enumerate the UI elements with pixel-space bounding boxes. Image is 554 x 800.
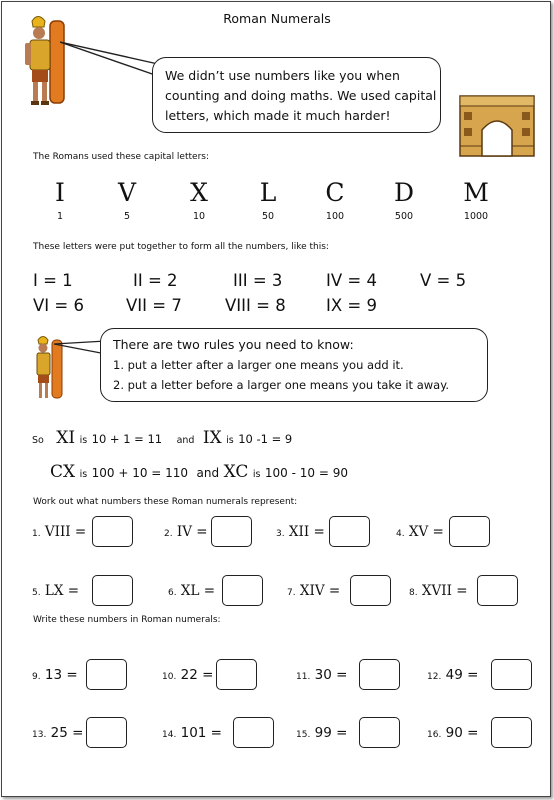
- equivalence: V = 5: [420, 271, 467, 290]
- answer-box[interactable]: [92, 516, 133, 547]
- is-label: is: [79, 435, 88, 446]
- question-number: 5.: [32, 588, 41, 598]
- answer-box[interactable]: [491, 659, 532, 690]
- answer-box[interactable]: [86, 659, 127, 690]
- rules-intro: There are two rules you need to know:: [113, 337, 354, 352]
- question-text: XL =: [180, 583, 216, 599]
- question-text: XII =: [288, 524, 325, 540]
- question-text: 101 =: [180, 725, 222, 741]
- answer-box[interactable]: [491, 717, 532, 748]
- question-number: 3.: [276, 529, 285, 539]
- roman-letter: X: [190, 178, 208, 207]
- question-number: 8.: [409, 588, 418, 598]
- question-number: 13.: [32, 730, 47, 740]
- roman-letter-value: 50: [261, 211, 275, 222]
- equivalence: IX = 9: [326, 296, 377, 315]
- roman-letter: I: [55, 178, 65, 207]
- answer-box[interactable]: [329, 516, 370, 547]
- question-13: [32, 725, 83, 741]
- page-title: Roman Numerals: [223, 11, 331, 26]
- roman-letter-value: 1000: [463, 211, 489, 222]
- example-calc: 100 - 10 = 90: [264, 466, 348, 480]
- so-label: So: [32, 435, 44, 446]
- question-text: VIII =: [44, 524, 87, 540]
- roman-letter-value: 500: [394, 211, 414, 222]
- letters-heading: The Romans used these capital letters:: [33, 152, 209, 162]
- section2-heading: Write these numbers in Roman numerals:: [33, 615, 221, 625]
- roman-letter-value: 5: [123, 211, 131, 222]
- question-text: 13 =: [44, 667, 78, 683]
- equivalence: VII = 7: [126, 296, 182, 315]
- intro-line-2: counting and doing maths. We used capital: [165, 88, 437, 103]
- question-number: 4.: [396, 529, 405, 539]
- example-numeral: XI: [56, 428, 76, 448]
- equivalence: VI = 6: [33, 296, 84, 315]
- question-text: IV =: [176, 524, 208, 540]
- answer-box[interactable]: [92, 575, 133, 606]
- question-number: 10.: [162, 672, 177, 682]
- question-number: 16.: [427, 730, 442, 740]
- rule-2: 2. put a letter before a larger one means you take it away.: [113, 378, 450, 392]
- question-16: [427, 725, 478, 741]
- roman-letter-value: 100: [325, 211, 345, 222]
- answer-box[interactable]: [233, 717, 274, 748]
- question-text: XVII =: [421, 583, 468, 599]
- example-numeral: XC: [223, 462, 249, 482]
- question-14: [162, 725, 222, 741]
- question-text: 25 =: [50, 725, 84, 741]
- question-text: LX =: [44, 583, 80, 599]
- example-calc: 10 + 1 = 11: [91, 432, 163, 446]
- roman-letter: L: [259, 178, 277, 207]
- question-number: 1.: [32, 529, 41, 539]
- question-text: 22 =: [180, 667, 214, 683]
- question-number: 14.: [162, 730, 177, 740]
- question-9: [32, 667, 78, 683]
- answer-box[interactable]: [211, 516, 252, 547]
- example-numeral: IX: [202, 428, 222, 448]
- question-text: 30 =: [314, 667, 348, 683]
- roman-letter-value: 1: [56, 211, 64, 222]
- question-15: [296, 725, 347, 741]
- question-11: [296, 667, 347, 683]
- question-text: XV =: [408, 524, 444, 540]
- question-number: 7.: [287, 588, 296, 598]
- rule-1: 1. put a letter after a larger one means you add it.: [113, 358, 404, 372]
- question-number: 6.: [168, 588, 177, 598]
- roman-arch-illustration: [458, 90, 536, 158]
- question-text: XIV =: [299, 583, 341, 599]
- is-label: is: [252, 469, 261, 480]
- question-number: 9.: [32, 672, 41, 682]
- answer-box[interactable]: [86, 717, 127, 748]
- and-label: and: [176, 435, 195, 446]
- answer-box[interactable]: [222, 575, 263, 606]
- example-line-1: [32, 428, 292, 448]
- question-number: 15.: [296, 730, 311, 740]
- question-number: 11.: [296, 672, 311, 682]
- question-5: [32, 583, 79, 599]
- question-1: [32, 524, 86, 540]
- answer-box[interactable]: [477, 575, 518, 606]
- combo-heading: These letters were put together to form all the numbers, like this:: [33, 242, 329, 252]
- equivalence: III = 3: [233, 271, 283, 290]
- question-3: [276, 524, 325, 540]
- question-number: 2.: [164, 529, 173, 539]
- question-text: 99 =: [314, 725, 348, 741]
- roman-letter: C: [325, 178, 345, 207]
- is-label: is: [79, 469, 88, 480]
- equivalence: VIII = 8: [225, 296, 286, 315]
- roman-letter: M: [463, 178, 489, 207]
- question-text: 90 =: [445, 725, 479, 741]
- answer-box[interactable]: [359, 717, 400, 748]
- section1-heading: Work out what numbers these Roman numerals represent:: [33, 497, 298, 507]
- question-10: [162, 667, 213, 683]
- question-12: [427, 667, 478, 683]
- roman-letter: V: [117, 178, 137, 207]
- answer-box[interactable]: [216, 659, 257, 690]
- speech-pointer: [60, 40, 160, 85]
- question-2: [164, 524, 208, 540]
- roman-letter-value: 10: [192, 211, 206, 222]
- roman-letter: D: [393, 178, 415, 207]
- question-8: [409, 583, 468, 599]
- rules-speech-bubble: [100, 328, 488, 402]
- equivalence: IV = 4: [326, 271, 377, 290]
- intro-line-1: We didn’t use numbers like you when: [165, 68, 400, 83]
- question-7: [287, 583, 340, 599]
- answer-box[interactable]: [449, 516, 490, 547]
- example-numeral: CX: [50, 462, 76, 482]
- question-number: 12.: [427, 672, 442, 682]
- equivalence: II = 2: [133, 271, 178, 290]
- question-text: 49 =: [445, 667, 479, 683]
- answer-box[interactable]: [350, 575, 391, 606]
- answer-box[interactable]: [359, 659, 400, 690]
- is-label: is: [226, 435, 234, 446]
- intro-speech-bubble: [152, 57, 441, 133]
- question-6: [168, 583, 215, 599]
- question-4: [396, 524, 444, 540]
- example-line-2: [50, 462, 348, 482]
- example-calc: 10 -1 = 9: [238, 432, 293, 446]
- example-calc: 100 + 10 = 110: [91, 466, 189, 480]
- intro-line-3: letters, which made it much harder!: [165, 108, 391, 123]
- equivalence: I = 1: [33, 271, 73, 290]
- and-label: and: [196, 466, 220, 480]
